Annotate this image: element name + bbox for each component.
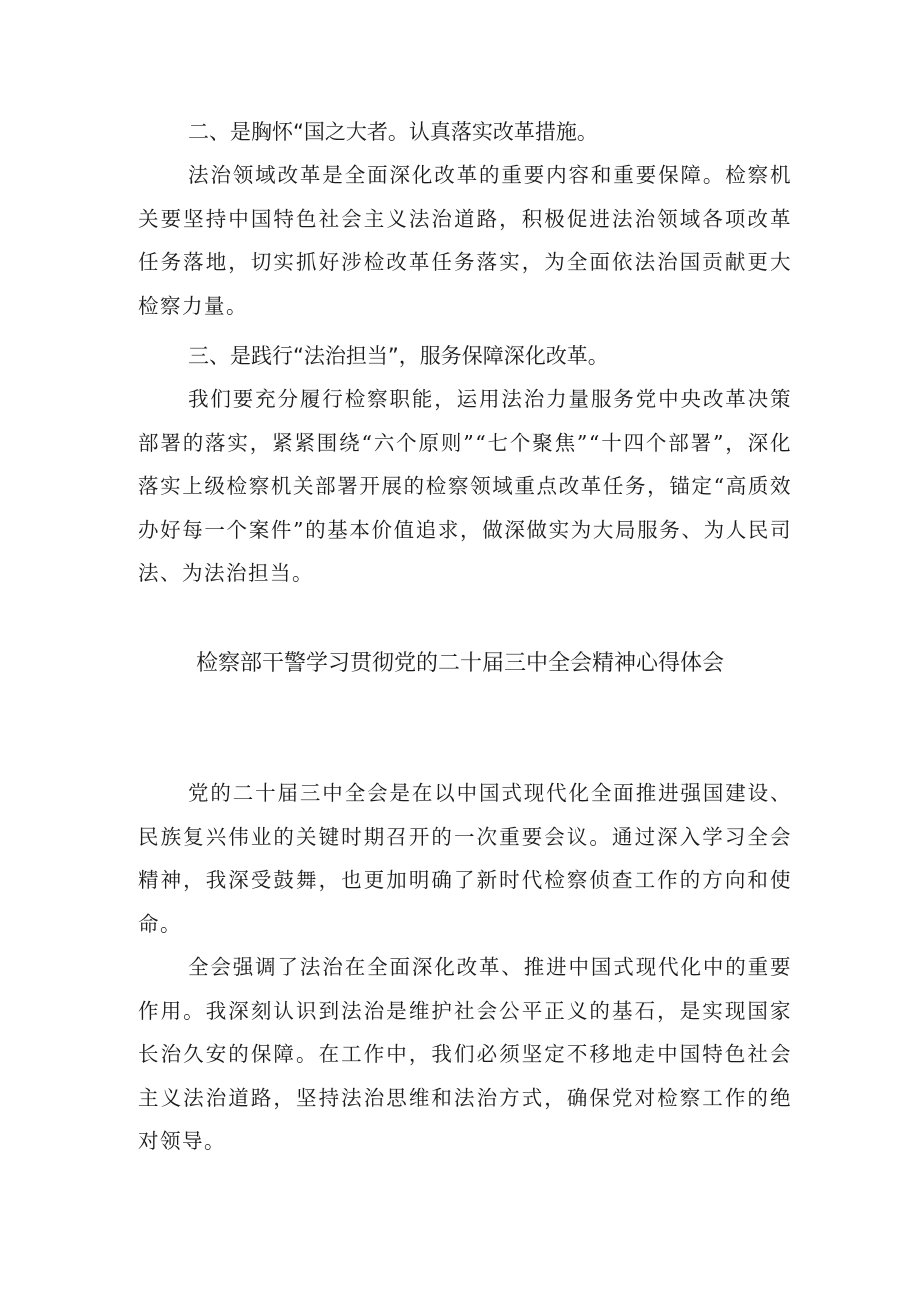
section-three [138, 334, 792, 596]
section-two [138, 110, 792, 328]
article-paragraph-2: 全会强调了法治在全面深化改革、推进中国式现代化中的重要作用。我深刻认识到法治是维护社会公平正义的基石，是实现国家长治久安的保障。在工作中，我们必须坚定不移地走中国特色社会主义法治道路，坚持法治思维和法治方式，确保党对检察工作的绝对领导。 [138, 955, 792, 1153]
section-three-paragraph: 我们要充分履行检察职能，运用法治力量服务党中央改革决策部署的落实，紧紧围绕“六个原则”“七个聚焦”“十四个部署”，深化落实上级检察机关部署开展的检察领域重点改革任务，锚定“高质效办好每一个案件”的基本价值追求，做深做实为大局服务、为人民司法、为法治担当。 [138, 387, 792, 585]
article-body [138, 772, 792, 1164]
section-three-heading: 三、是践行“法治担当”，服务保障深化改革。 [188, 344, 609, 368]
section-two-heading: 二、是胸怀“国之大者。认真落实改革措施。 [188, 120, 598, 144]
article-title: 检察部干警学习贯彻党的二十届三中全会精神心得体会 [195, 651, 724, 676]
article-paragraph-1: 党的二十届三中全会是在以中国式现代化全面推进强国建设、民族复兴伟业的关键时期召开的一次重要会议。通过深入学习全会精神，我深受鼓舞，也更加明确了新时代检察侦查工作的方向和使命。 [138, 781, 792, 936]
section-two-paragraph: 法治领域改革是全面深化改革的重要内容和重要保障。检察机关要坚持中国特色社会主义法治道路，积极促进法治领域各项改革任务落地，切实抓好涉检改革任务落实，为全面依法治国贡献更大检察力量。 [138, 163, 792, 318]
